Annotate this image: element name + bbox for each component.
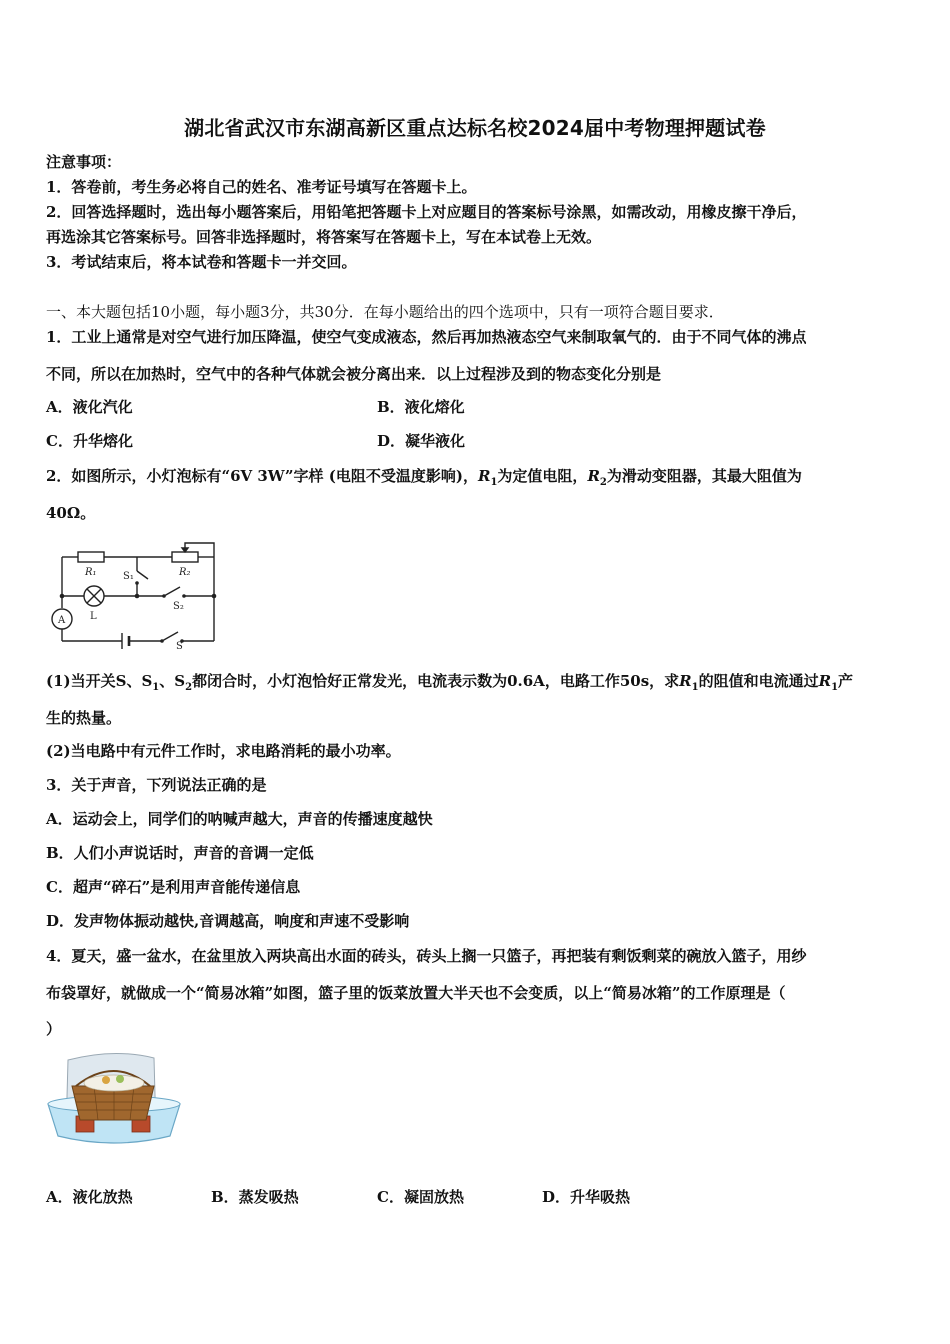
resistor-r2: [172, 552, 198, 562]
q2-stem-line2: 40Ω。: [46, 504, 96, 522]
q4-stem-line3: ）: [46, 1020, 62, 1038]
q4-option-c: C．凝固放热: [377, 1188, 464, 1206]
q2-sub1-s2-subscript: 2: [185, 682, 193, 693]
q2-stem-line1: [46, 466, 802, 493]
q1-stem-line2: 不同，所以在加热时，空气中的各种气体就会被分离出来．以上过程涉及到的物态变化分别是: [46, 365, 662, 383]
q3-option-b: B．人们小声说话时，声音的音调一定低: [46, 844, 314, 862]
q2-stem-part-b: 为定值电阻，: [497, 467, 588, 485]
simple-fridge-illustration: [44, 1050, 184, 1155]
food-item-1: [102, 1076, 110, 1084]
junction-right: [212, 594, 217, 599]
notice-item-3: 3．考试结束后，将本试卷和答题卡一并交回。: [46, 253, 357, 271]
q4-option-a: A．液化放热: [46, 1188, 133, 1206]
q3-option-d: D．发声物体振动越快,音调越高，响度和声速不受影响: [46, 912, 410, 930]
q2-r2-subscript: 2: [599, 477, 607, 488]
q2-sub1-line2: 生的热量。: [46, 709, 122, 727]
q2-sub1-s1-subscript: 1: [152, 682, 160, 693]
q1-option-d: D．凝华液化: [377, 432, 466, 450]
label-r2: R₂: [179, 567, 191, 578]
q2-sub1-r-symbol: R: [679, 672, 692, 690]
q2-stem-part-c: 为滑动变阻器，其最大阻值为: [606, 467, 802, 485]
circuit-diagram: [44, 535, 224, 650]
q2-sub1-r-subscript-2: 1: [831, 682, 839, 693]
q4-stem-line1: 4．夏天，盛一盆水，在盆里放入两块高出水面的砖头，砖头上搁一只篮子，再把装有剩饭剩菜的碗放入篮子，用纱: [46, 947, 807, 965]
label-ammeter: A: [58, 615, 66, 626]
q1-option-b: B．液化熔化: [377, 398, 465, 416]
label-s1: S₁: [123, 571, 134, 582]
q3-option-a: A．运动会上，同学们的呐喊声越大，声音的传播速度越快: [46, 810, 433, 828]
q2-sub1-r-subscript: 1: [691, 682, 699, 693]
switch-s2-pivot: [162, 594, 166, 598]
switch-s1-blade: [137, 571, 148, 579]
label-s2: S₂: [173, 601, 184, 612]
switch-s2-blade: [164, 587, 180, 596]
q2-sub1-line1: [46, 671, 853, 698]
q2-stem-part-a: 2．如图所示，小灯泡标有“6V 3W”字样 (电阻不受温度影响)，: [46, 467, 478, 485]
junction-mid: [135, 594, 140, 599]
switch-s-blade: [162, 632, 178, 641]
q1-option-c: C．升华熔化: [46, 432, 133, 450]
q2-sub1-r-symbol-2: R: [818, 672, 832, 690]
q2-r1-symbol: R: [477, 467, 491, 485]
notice-item-2: 2．回答选择题时，选出每小题答案后，用铅笔把答题卡上对应题目的答案标号涂黑，如需改动，用橡皮擦干净后，: [46, 203, 807, 221]
resistor-r1: [78, 552, 104, 562]
q2-sub1-part-a: (1)当开关S、S: [46, 672, 153, 690]
q4-option-d: D．升华吸热: [542, 1188, 631, 1206]
notice-item-2-cont: 再选涂其它答案标号。回答非选择题时，将答案写在答题卡上，写在本试卷上无效。: [46, 228, 602, 246]
rheostat-slider-wire: [185, 543, 214, 557]
q4-option-b: B．蒸发吸热: [211, 1188, 299, 1206]
switch-s1-contact: [135, 581, 139, 585]
q2-sub1-part-b: 、S: [159, 672, 186, 690]
label-s: S: [176, 641, 183, 650]
notice-heading: 注意事项：: [46, 153, 122, 171]
switch-s2-contact: [182, 594, 186, 598]
leftover-food: [84, 1075, 144, 1091]
q4-stem-line2: 布袋罩好，就做成一个“简易冰箱”如图，篮子里的饭菜放置大半天也不会变质，以上“简易冰箱”的工作原理是（: [46, 984, 786, 1002]
page-title: 湖北省武汉市东湖高新区重点达标名校2024届中考物理押题试卷: [184, 116, 766, 140]
q2-sub1-part-d: 的阻值和电流通过: [698, 672, 819, 690]
q3-stem: 3．关于声音，下列说法正确的是: [46, 776, 267, 794]
q2-sub1-part-c: 都闭合时，小灯泡恰好正常发光，电流表示数为0.6A，电路工作50s，求: [192, 672, 680, 690]
q1-stem-line1: 1．工业上通常是对空气进行加压降温，使空气变成液态，然后再加热液态空气来制取氧气的．由于不同气体的沸点: [46, 328, 807, 346]
q2-r1-subscript: 1: [490, 477, 498, 488]
label-r1: R₁: [85, 567, 97, 578]
junction-left: [60, 594, 65, 599]
q3-option-c: C．超声“碎石”是利用声音能传递信息: [46, 878, 301, 896]
switch-s-pivot: [160, 639, 164, 643]
notice-item-1: 1．答卷前，考生务必将自己的姓名、准考证号填写在答题卡上。: [46, 178, 477, 196]
q2-r2-symbol: R: [587, 467, 600, 485]
q2-sub2: (2)当电路中有元件工作时，求电路消耗的最小功率。: [46, 742, 401, 760]
label-lamp: L: [90, 611, 97, 622]
food-item-2: [116, 1075, 124, 1083]
q1-option-a: A．液化汽化: [46, 398, 133, 416]
q2-sub1-part-e: 产: [838, 672, 854, 690]
section-heading: 一、本大题包括10小题，每小题3分，共30分．在每小题给出的四个选项中，只有一项符合题目要求．: [46, 303, 724, 321]
